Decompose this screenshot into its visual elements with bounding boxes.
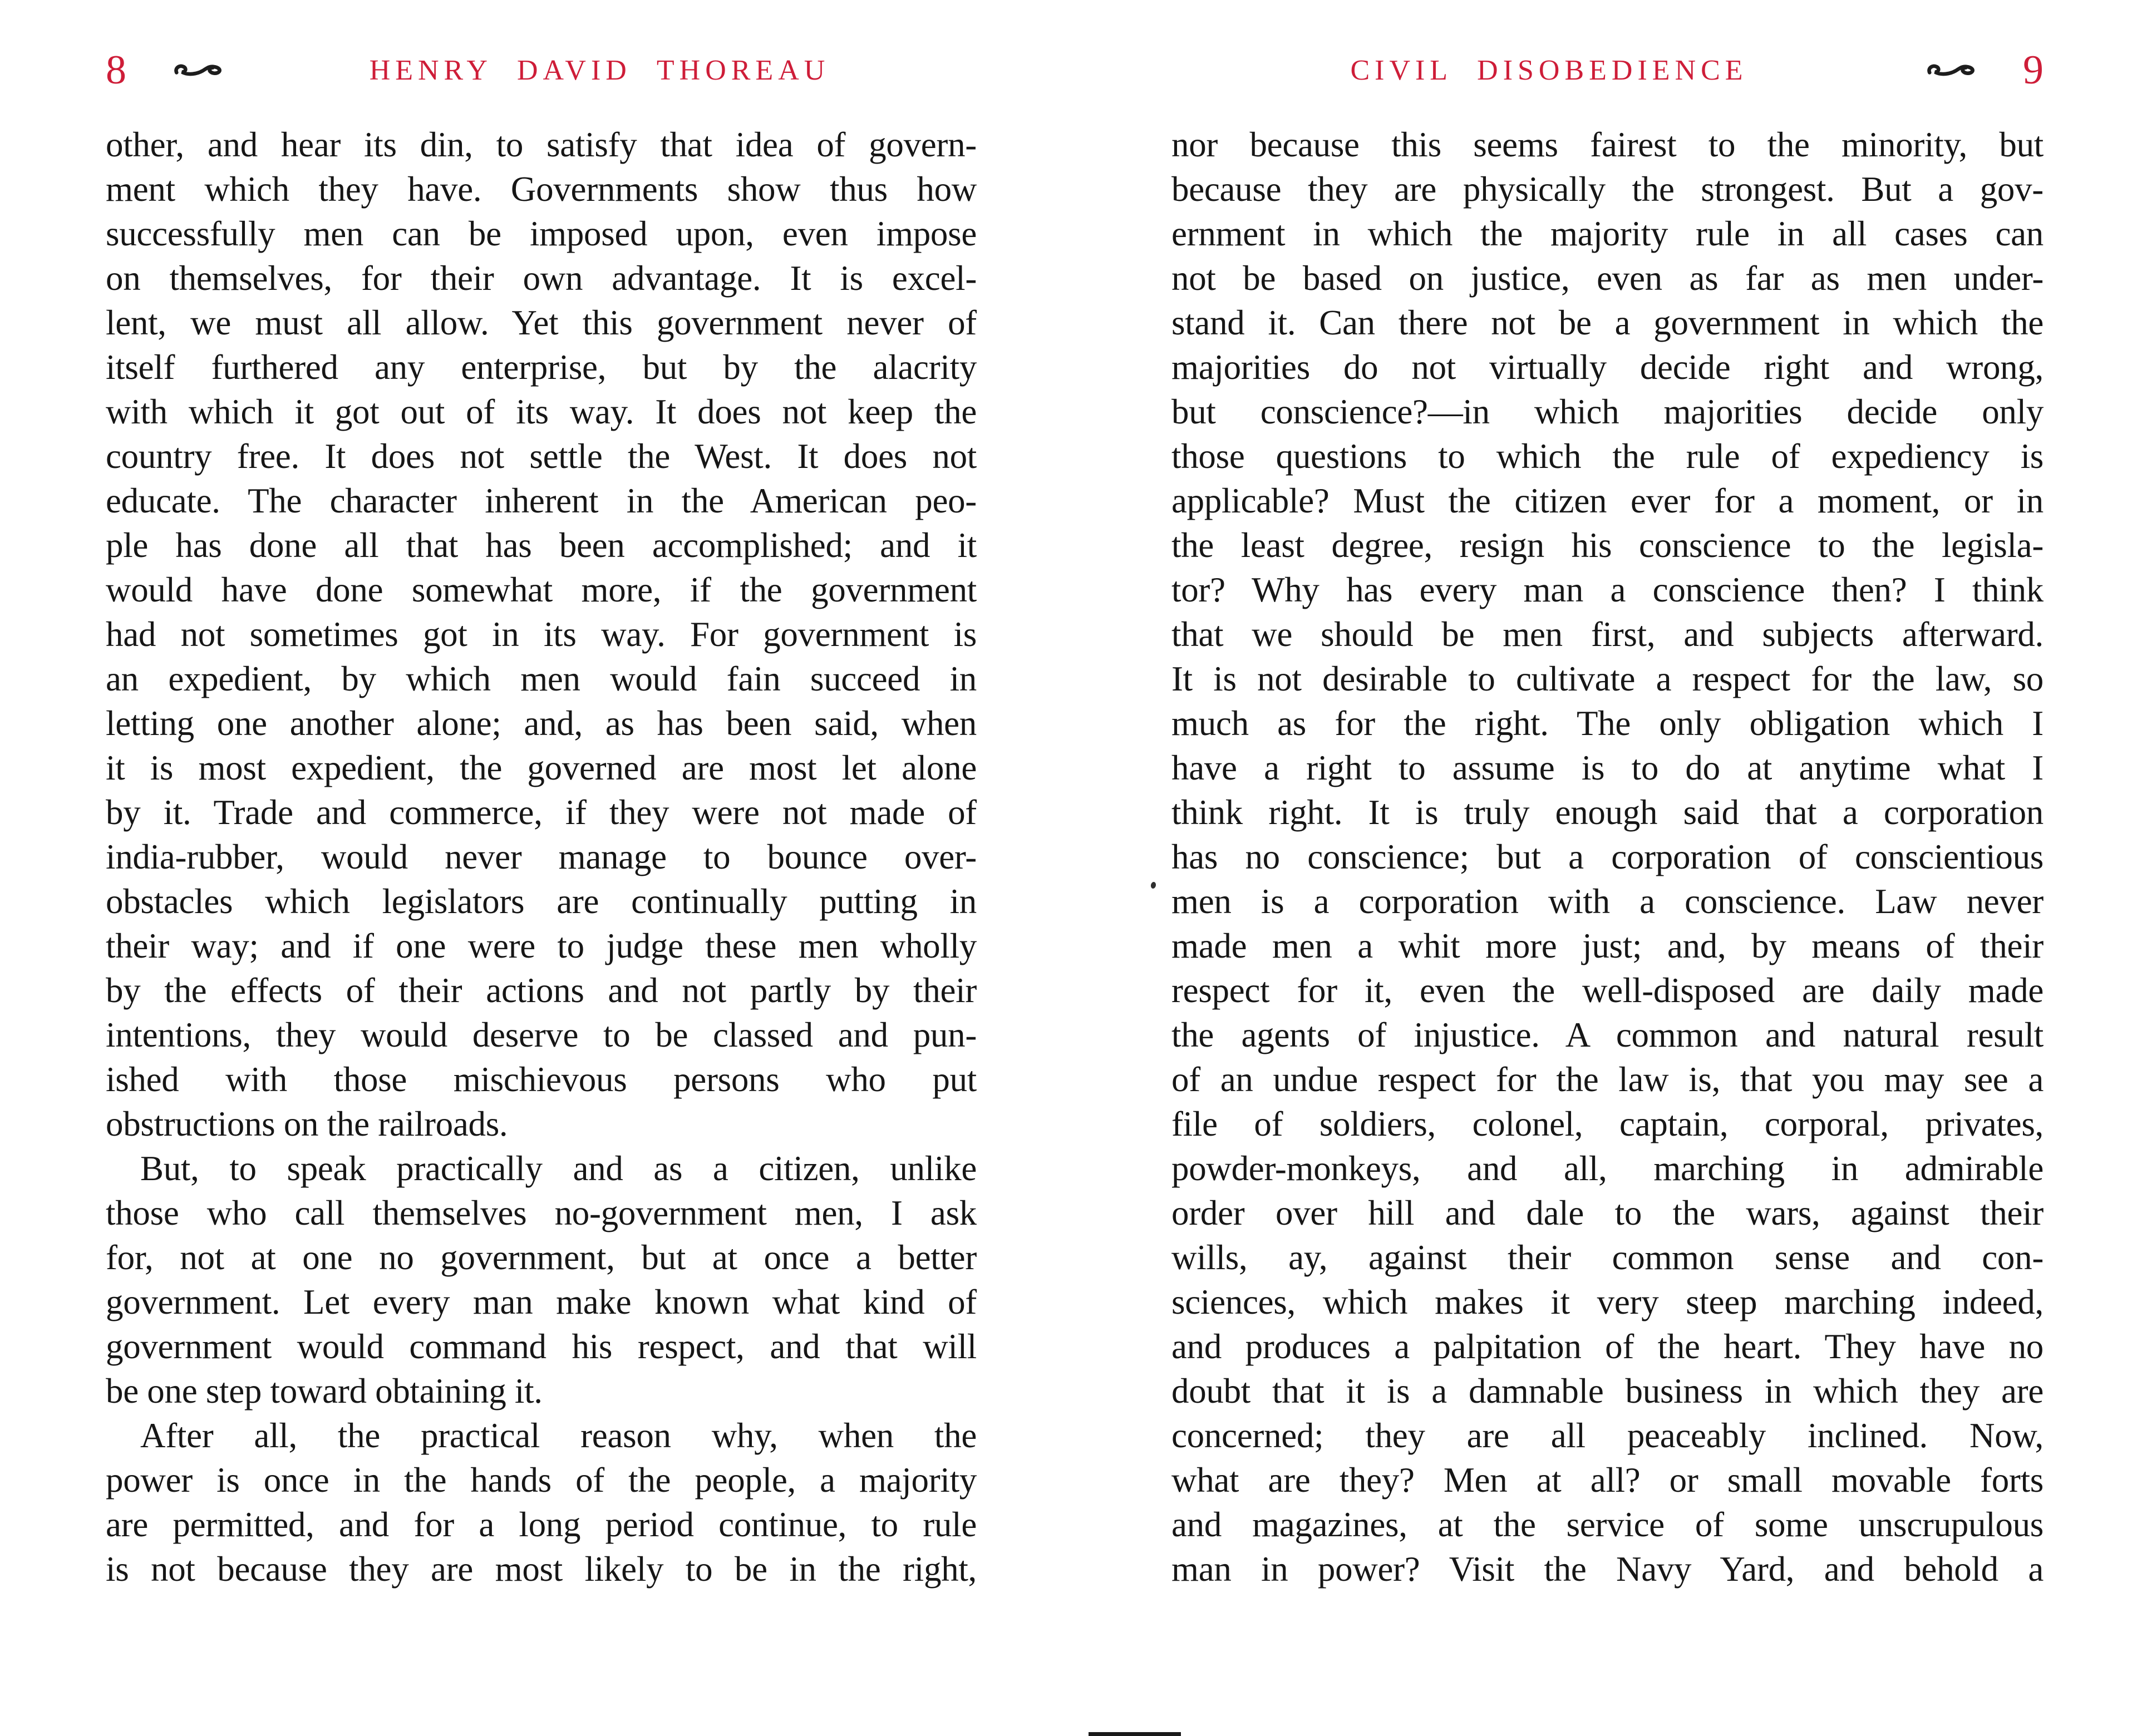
text-line: respect for it, even the well-disposed are daily made: [1171, 971, 2044, 1010]
left-text-block: [106, 122, 977, 1591]
text-line: order over hill and dale to the wars, against their: [1171, 1194, 2044, 1232]
text-line: the agents of injustice. A common and natural result: [1171, 1015, 2044, 1054]
right-running-title: CIVIL DISOBEDIENCE: [1350, 54, 1748, 86]
text-line: applicable? Must the citizen ever for a moment, or in: [1171, 481, 2044, 520]
text-line: are permitted, and for a long period continue, to rule: [106, 1505, 977, 1544]
text-line: man in power? Visit the Navy Yard, and behold a: [1171, 1550, 2044, 1589]
text-line: power is once in the hands of the people, a majority: [106, 1461, 977, 1500]
text-line: of an undue respect for the law is, that you may see a: [1171, 1060, 2044, 1099]
text-line: not be based on justice, even as far as men under-: [1171, 259, 2044, 298]
left-running-header: [106, 47, 977, 93]
left-page-number: 8: [106, 47, 126, 93]
ribbon-swash-icon: [1927, 62, 1976, 78]
page-right: [1068, 0, 2137, 1736]
text-line: other, and hear its din, to satisfy that idea of govern-: [106, 125, 977, 164]
text-line: those questions to which the rule of expediency is: [1171, 437, 2044, 476]
text-line: made men a whit more just; and, by means of their: [1171, 926, 2044, 965]
text-line: because they are physically the strongest. But a gov-: [1171, 170, 2044, 209]
text-line: obstacles which legislators are continually putting in: [106, 882, 977, 921]
text-line: majorities do not virtually decide right and wrong,: [1171, 348, 2044, 387]
text-line: had not sometimes got in its way. For government is: [106, 615, 977, 654]
text-line: india-rubber, would never manage to bounce over-: [106, 837, 977, 876]
text-line: letting one another alone; and, as has been said, when: [106, 704, 977, 743]
text-line: would have done somewhat more, if the government: [106, 570, 977, 609]
text-line: that we should be men first, and subjects afterward.: [1171, 615, 2044, 654]
text-line: powder-monkeys, and all, marching in admirable: [1171, 1149, 2044, 1188]
text-line: doubt that it is a damnable business in which they are: [1171, 1372, 2044, 1410]
ribbon-swash-icon: [174, 62, 223, 78]
text-line: But, to speak practically and as a citizen, unlike: [140, 1149, 977, 1188]
text-line: itself furthered any enterprise, but by the alacrity: [106, 348, 977, 387]
text-line: educate. The character inherent in the American peo-: [106, 481, 977, 520]
text-line: wills, ay, against their common sense and con-: [1171, 1238, 2044, 1277]
text-line: by the effects of their actions and not partly by their: [106, 971, 977, 1010]
margin-artifact-dot: [1150, 881, 1156, 889]
text-line: by it. Trade and commerce, if they were not made of: [106, 793, 977, 832]
text-line: obstructions on the railroads.: [106, 1104, 508, 1143]
text-line: ment which they have. Governments show thus how: [106, 170, 977, 209]
text-line: government would command his respect, and that will: [106, 1327, 977, 1366]
bottom-page-edge-mark: [1089, 1732, 1181, 1736]
text-line: men is a corporation with a conscience. Law never: [1171, 882, 2044, 921]
text-line: their way; and if one were to judge these men wholly: [106, 926, 977, 965]
text-line: think right. It is truly enough said that a corporation: [1171, 793, 2044, 832]
text-line: concerned; they are all peaceably inclined. Now,: [1171, 1416, 2044, 1455]
text-line: It is not desirable to cultivate a respect for the law, so: [1171, 659, 2044, 698]
text-line: it is most expedient, the governed are most let alone: [106, 748, 977, 787]
text-line: the least degree, resign his conscience to the legisla-: [1171, 526, 2044, 565]
text-line: After all, the practical reason why, when the: [140, 1416, 977, 1455]
text-line: nor because this seems fairest to the minority, but: [1171, 125, 2044, 164]
text-line: on themselves, for their own advantage. It is excel-: [106, 259, 977, 298]
text-line: is not because they are most likely to be in the right,: [106, 1550, 977, 1589]
right-running-header: [1171, 47, 2044, 93]
text-line: have a right to assume is to do at anytime what I: [1171, 748, 2044, 787]
text-line: those who call themselves no-government men, I ask: [106, 1194, 977, 1232]
text-line: much as for the right. The only obligation which I: [1171, 704, 2044, 743]
text-line: tor? Why has every man a conscience then? I think: [1171, 570, 2044, 609]
left-running-title: HENRY DAVID THOREAU: [369, 54, 830, 86]
text-line: and produces a palpitation of the heart. They have no: [1171, 1327, 2044, 1366]
text-line: but conscience?—in which majorities decide only: [1171, 392, 2044, 431]
text-line: ple has done all that has been accomplished; and it: [106, 526, 977, 565]
text-line: for, not at one no government, but at once a better: [106, 1238, 977, 1277]
text-line: and magazines, at the service of some unscrupulous: [1171, 1505, 2044, 1544]
text-line: country free. It does not settle the West. It does not: [106, 437, 977, 476]
text-line: with which it got out of its way. It does not keep the: [106, 392, 977, 431]
text-line: sciences, which makes it very steep marching indeed,: [1171, 1283, 2044, 1321]
text-line: what are they? Men at all? or small movable forts: [1171, 1461, 2044, 1500]
text-line: ernment in which the majority rule in all cases can: [1171, 214, 2044, 253]
right-text-block: [1171, 122, 2044, 1591]
page-left: [0, 0, 1068, 1736]
text-line: stand it. Can there not be a government in which the: [1171, 303, 2044, 342]
text-line: ished with those mischievous persons who put: [106, 1060, 977, 1099]
text-line: government. Let every man make known what kind of: [106, 1283, 977, 1321]
text-line: successfully men can be imposed upon, even impose: [106, 214, 977, 253]
right-page-number: 9: [2023, 47, 2044, 93]
text-line: lent, we must all allow. Yet this government never of: [106, 303, 977, 342]
text-line: an expedient, by which men would fain succeed in: [106, 659, 977, 698]
text-line: intentions, they would deserve to be classed and pun-: [106, 1015, 977, 1054]
text-line: be one step toward obtaining it.: [106, 1372, 543, 1410]
text-line: file of soldiers, colonel, captain, corporal, privates,: [1171, 1104, 2044, 1143]
text-line: has no conscience; but a corporation of conscientious: [1171, 837, 2044, 876]
